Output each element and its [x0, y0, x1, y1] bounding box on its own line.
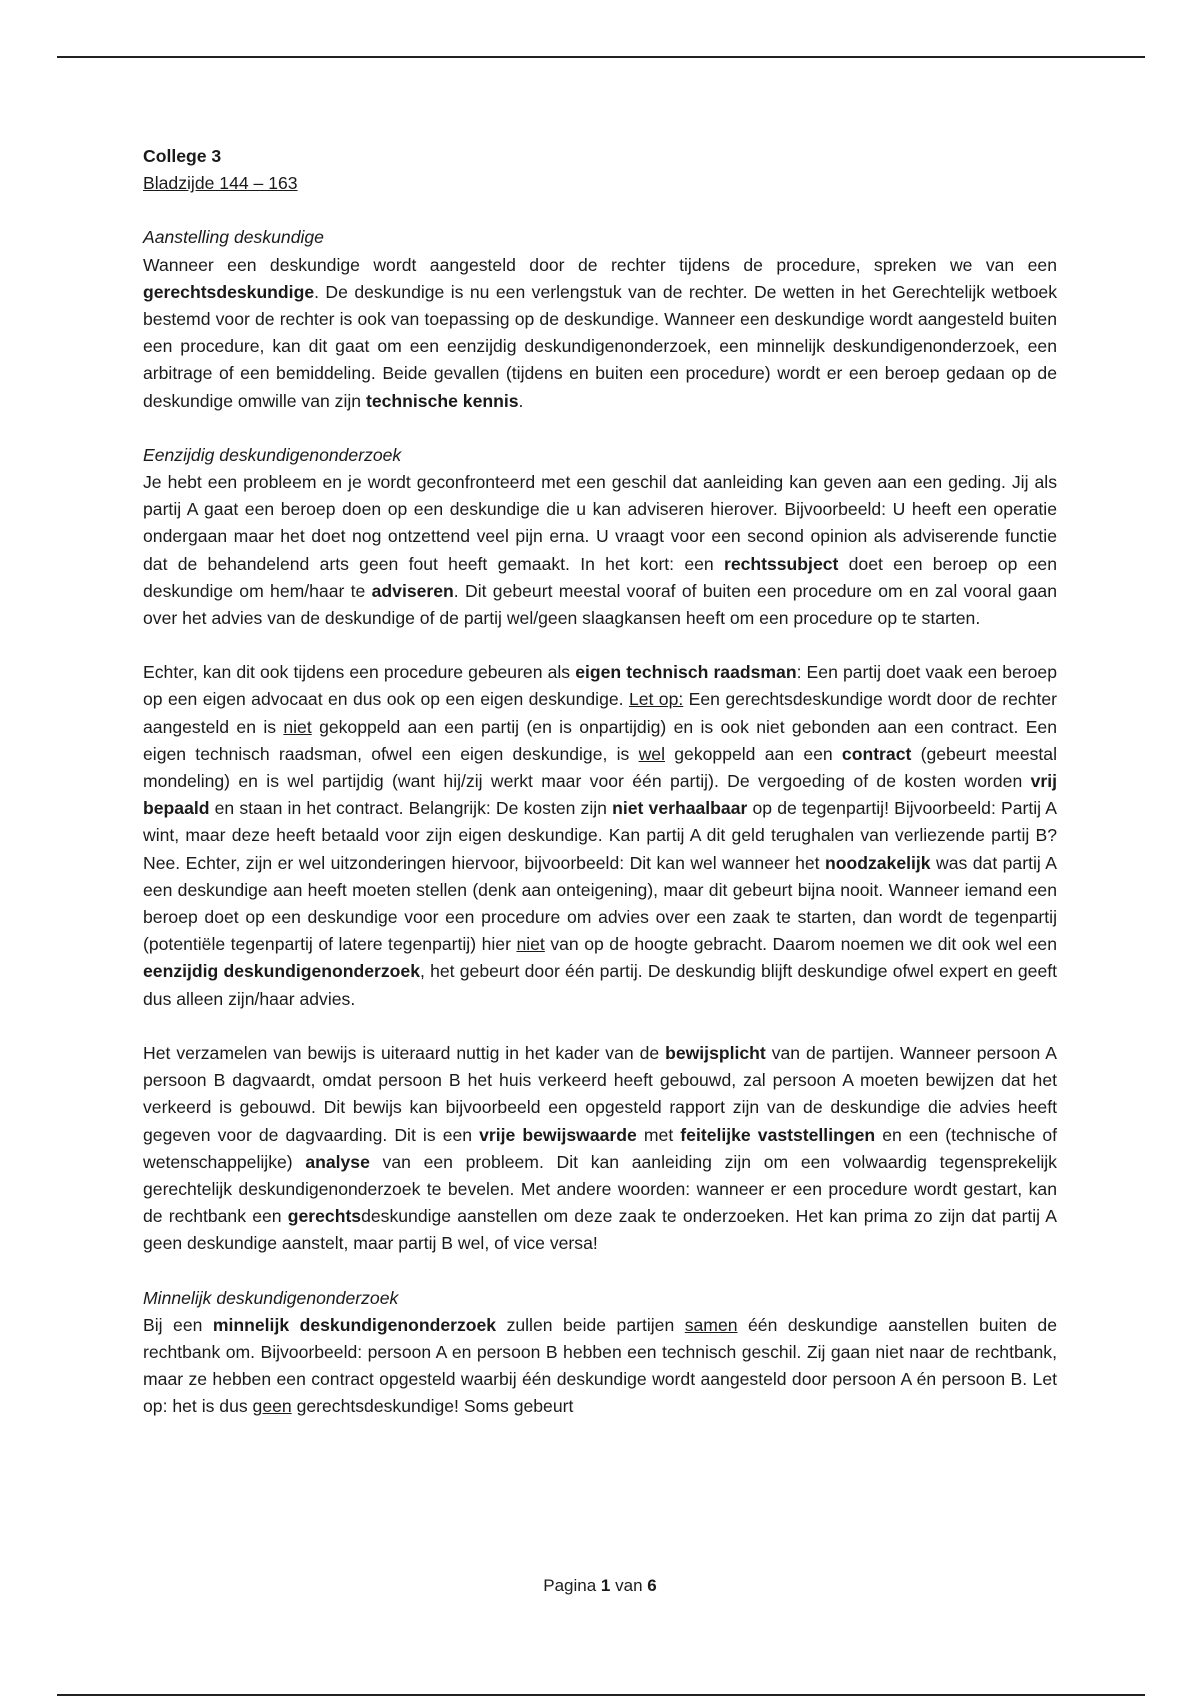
emphasis-term: noodzakelijk [824, 852, 931, 873]
underlined-term: samen [684, 1314, 738, 1335]
footer-prefix: Pagina [543, 1576, 597, 1595]
document-title: College 3 [143, 146, 222, 166]
text-run: gekoppeld aan een [665, 743, 842, 764]
footer-page-total: 6 [647, 1576, 657, 1595]
text-run: deskundige aanstellen om deze zaak te onderzoeken. Het kan prima zo zijn dat partij A geen deskundige aanstelt, maar partij B wel, of vice versa! [143, 1206, 1057, 1254]
text-run: . De deskundige is nu een verlengstuk van de rechter. De wetten in het Gerechtelijk wetboek bestemd voor de rechter is ook van toepassing op de deskundige. Wanneer een deskundige wordt aangesteld buiten een procedure, kan dit gaat om een eenzijdig deskundigenonderzoek, een minnelijk deskundigenonderzoek, een arbitrage of een bemiddeling. Beide gevallen (tijdens en buiten een procedure) wordt er een beroep gedaan op de deskundige omwille van zijn [143, 281, 1057, 411]
emphasis-term: niet verhaalbaar [612, 798, 748, 819]
spacer [143, 415, 1057, 442]
footer-rule [57, 1694, 1145, 1696]
text-run: Je hebt een probleem en je wordt geconfronteerd met een geschil dat aanleiding kan geven aan een geding. Jij als partij A gaat een beroep doen op een deskundige die u kan adviseren hierover. Bijvoorbeeld: U heeft een operatie ondergaan maar het doet nog ontzettend veel pijn erna. U vraagt voor een second opinion als adviserende functie dat de behandelend arts geen fout heeft gemaakt. In het kort: een [143, 472, 1057, 574]
emphasis-term: minnelijk deskundigenonderzoek [212, 1314, 497, 1335]
section-heading: Aanstelling deskundige [143, 227, 324, 248]
text-run: gerechtsdeskundige! Soms gebeurt [291, 1396, 574, 1417]
text-run: Bij een [143, 1314, 213, 1335]
page-footer [0, 1574, 1200, 1598]
emphasis-term: eenzijdig deskundigenonderzoek [143, 961, 420, 982]
emphasis-term: gerechtsdeskundige [143, 281, 315, 302]
section-heading: Minnelijk deskundigenonderzoek [143, 1287, 399, 1308]
emphasis-term: bewijsplicht [665, 1042, 766, 1063]
underlined-term: Let op: [628, 689, 684, 710]
text-run: : Een partij doet vaak een beroep op een eigen advocaat en dus ook op een eigen deskundige. [143, 662, 1057, 710]
text-run: was dat partij A een deskundige aan heeft moeten stellen (denk aan onteigening), maar dit gebeurt bijna nooit. Wanneer iemand een beroep doet op een deskundige voor een procedure om advies over een zaak te starten, dan wordt de tegenpartij (potentiële tegenpartij of latere tegenpartij) hier [143, 852, 1057, 955]
emphasis-term: analyse [305, 1151, 370, 1172]
text-run: , het gebeurt door één partij. De deskundig blijft deskundige ofwel expert en geeft dus alleen zijn/haar advies. [143, 961, 1057, 1009]
text-run: en een (technische of wetenschappelijke) [143, 1124, 1057, 1172]
text-run: van de partijen. Wanneer persoon A persoon B dagvaardt, omdat persoon B het huis verkeerd heeft gebouwd, zal persoon A moeten bewijzen dat het verkeerd is gebouwd. Dit bewijs kan bijvoorbeeld een opgesteld rapport zijn van de deskundige die advies heeft gegeven voor de dagvaarding. Dit is een [143, 1042, 1057, 1145]
underlined-term: niet [516, 934, 545, 955]
footer-middle: van [615, 1576, 643, 1595]
page-content [143, 143, 1057, 1421]
emphasis-term: eigen technisch raadsman [575, 662, 797, 683]
emphasis-term: adviseren [371, 580, 454, 601]
text-run: van op de hoogte gebracht. Daarom noemen we dit ook wel een [544, 934, 1057, 955]
text-run: Een gerechtsdeskundige wordt door de rechter aangesteld en is [143, 689, 1058, 737]
section-heading: Eenzijdig deskundigenonderzoek [143, 444, 402, 465]
text-run: Echter, kan dit ook tijdens een procedure gebeuren als [143, 662, 576, 683]
emphasis-term: contract [841, 743, 912, 764]
emphasis-term: vrij bepaald [143, 771, 1057, 819]
footer-page-number: 1 [600, 1576, 611, 1595]
emphasis-term: vrije bewijswaarde [479, 1124, 637, 1145]
paragraph [143, 469, 1057, 632]
spacer [143, 632, 1057, 659]
text-run: van een probleem. Dit kan aanleiding zijn om een volwaardig tegensprekelijk gerechtelijk deskundigenonderzoek te bevelen. Met andere woorden: wanneer er een procedure wordt gestart, kan de rechtbank een [143, 1151, 1057, 1227]
paragraph [143, 659, 1057, 1013]
text-run: . [518, 390, 524, 411]
emphasis-term: rechtssubject [723, 553, 839, 574]
paragraph [143, 1040, 1057, 1258]
underlined-term: geen [252, 1396, 292, 1417]
header-rule [57, 56, 1145, 58]
text-run: en staan in het contract. Belangrijk: De kosten zijn [209, 798, 613, 819]
spacer [143, 1013, 1057, 1040]
document-subtitle: Bladzijde 144 – 163 [143, 173, 298, 194]
underlined-term: niet [283, 716, 312, 737]
spacer [143, 1258, 1057, 1285]
paragraph [143, 1312, 1057, 1421]
emphasis-term: technische kennis [365, 390, 519, 411]
text-run: op de tegenpartij! Bijvoorbeeld: Partij A wint, maar deze heeft betaald voor zijn eigen deskundige. Kan partij A dit geld terughalen van verliezende partij B? Nee. Echter, zijn er wel uitzonderingen hiervoor, bijvoorbeeld: Dit kan wel wanneer het [143, 798, 1057, 873]
text-run: doet een beroep op een deskundige om hem/haar te [143, 553, 1057, 601]
text-run: zullen beide partijen [496, 1314, 685, 1335]
underlined-term: wel [638, 743, 665, 764]
text-run: Wanneer een deskundige wordt aangesteld door de rechter tijdens de procedure, spreken we van een [143, 254, 1057, 275]
text-run: gekoppeld aan een partij (en is onpartijdig) en is ook niet gebonden aan een contract. Een eigen technisch raadsman, ofwel een eigen deskundige, is [143, 716, 1057, 764]
text-run: . Dit gebeurt meestal vooraf of buiten een procedure om en zal vooral gaan over het advies van de deskundige of de partij wel/geen slaagkansen heeft om een procedure op te starten. [143, 580, 1057, 629]
text-run: één deskundige aanstellen buiten de rechtbank om. Bijvoorbeeld: persoon A en persoon B hebben een technisch geschil. Zij gaan niet naar de rechtbank, maar ze hebben een contract opgesteld waarbij één deskundige wordt aangesteld door persoon A én persoon B. Let op: het is dus [143, 1314, 1057, 1417]
spacer [143, 197, 1057, 224]
paragraph [143, 252, 1057, 415]
emphasis-term: gerechts [287, 1206, 362, 1227]
text-run: (gebeurt meestal mondeling) en is wel partijdig (want hij/zij werkt maar voor één partij). De vergoeding of de kosten worden [143, 743, 1057, 792]
text-run: Het verzamelen van bewijs is uiteraard nuttig in het kader van de [143, 1042, 666, 1063]
emphasis-term: feitelijke vaststellingen [680, 1124, 876, 1145]
text-run: met [636, 1124, 681, 1145]
